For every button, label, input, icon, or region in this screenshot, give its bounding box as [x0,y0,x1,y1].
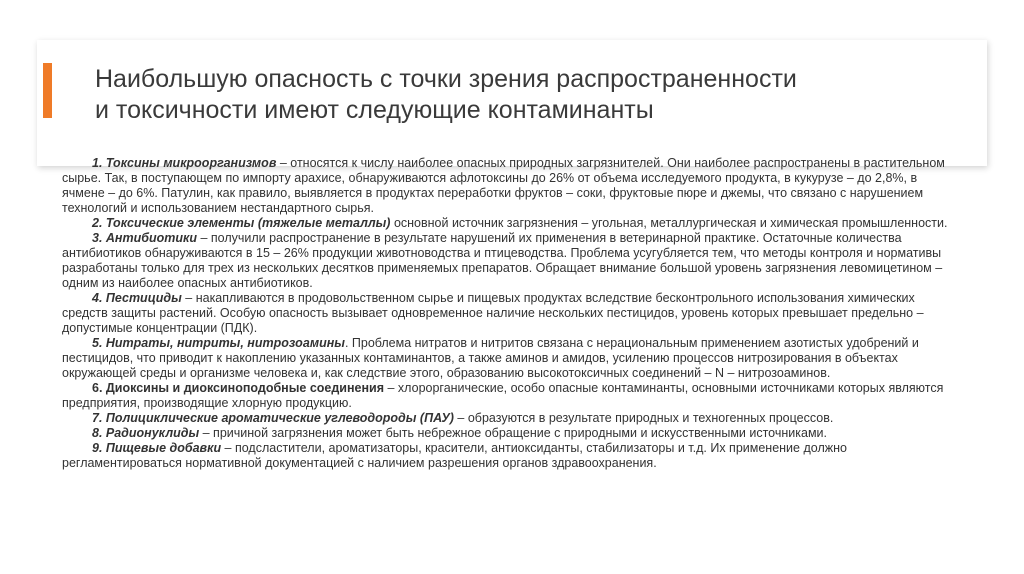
item-heading: 4. Пестициды [92,291,182,305]
list-item [62,156,962,216]
list-item [62,291,962,336]
item-text: – образуются в результате природных и техногенных процессов. [453,411,834,425]
list-item [62,216,962,231]
item-heading: 9. Пищевые добавки [92,441,222,455]
list-item [62,381,962,411]
item-heading: 3. Антибиотики [92,231,197,245]
list-item [62,426,962,441]
contaminants-list [62,156,962,471]
slide-title-line-1: Наибольшую опасность с точки зрения распространенности [95,65,797,93]
item-heading: 1. Токсины микроорганизмов [92,156,277,170]
item-text: – накапливаются в продовольственном сырье и пищевых продуктах вследствие бесконтрольного использования химических средств защиты растений. Особую опасность вызывает одновременное наличие нескольких пестицидов, уровень которых превышает предельно – допустимые концентрации (ПДК). [62,291,924,335]
list-item [62,336,962,381]
item-text: – относятся к числу наиболее опасных природных загрязнителей. Они наиболее распространены в растительном сырье. Так, в поступающем по импорту арахисе, обнаруживаются афлотоксины до 26% от объема исследуемого продукта, в кукурузе – до 2,8%, в ячмене – до 6%. Патулин, как правило, выявляется в продуктах переработки фруктов – соки, фруктовые пюре и джемы, что связано с нарушением технологий и использованием нестандартного сырья. [62,156,945,215]
list-item [62,411,962,426]
item-heading: 8. Радионуклиды [92,426,200,440]
item-text: . Проблема нитратов и нитритов связана с нерациональным применением азотистых удобрений и пестицидов, что приводит к накоплению указанных контаминантов, а также аминов и амидов, усилению процессов нитрозирования в объектах окружающей среды и организме человека и, как следствие этого, образованию высокотоксичных соединений – N – нитрозоаминов. [62,336,919,380]
item-heading: 5. Нитраты, нитриты, нитрозоамины [92,336,345,350]
list-item [62,231,962,291]
accent-bar [43,63,52,118]
slide-title-line-2: и токсичности имеют следующие контаминанты [95,96,654,124]
item-text: основной источник загрязнения – угольная, металлургическая и химическая промышленности. [390,216,948,230]
item-heading: 7. Полициклические ароматические углеводороды (ПАУ) [92,411,454,425]
item-text: – причиной загрязнения может быть небрежное обращение с природными и искусственными источниками. [199,426,828,440]
item-heading: 2. Токсические элементы (тяжелые металлы) [92,216,391,230]
slide-title [95,64,965,126]
list-item [62,441,962,471]
item-heading: 6. Диоксины и диоксиноподобные соединения [92,381,385,395]
item-text: – получили распространение в результате нарушений их применения в ветеринарной практике. Остаточные количества антибиотиков обнаруживаются в 15 – 26% продукции животноводства и птицеводства. Проблема усугубляется тем, что методы контроля и нормативы разработаны только для трех из нескольких десятков применяемых препаратов. Обращает внимание большой уровень загрязнения левомицетином – одним из наиболее опасных антибиотиков. [62,231,943,290]
item-text: – хлорорганические, особо опасные контаминанты, основными источниками которых являются предприятия, производящие хлорную продукцию. [62,381,944,410]
item-text: – подсластители, ароматизаторы, красители, антиоксиданты, стабилизаторы и т.д. Их применение должно регламентироваться нормативной документацией с наличием разрешения органов здравоохранения. [62,441,847,470]
